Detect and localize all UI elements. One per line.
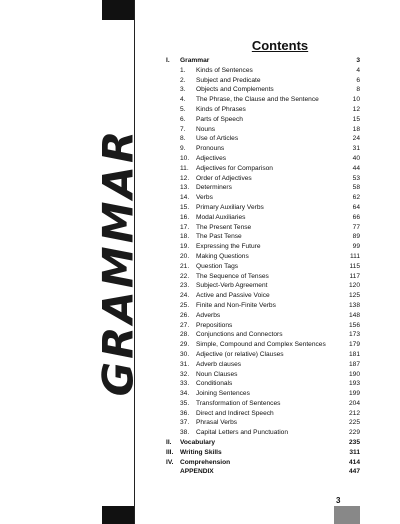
toc-entry-page: 138 [348, 301, 360, 309]
toc-entry-title: Subject and Predicate [196, 76, 261, 84]
toc-entry-number: 33. [180, 380, 190, 388]
page-number-box [334, 506, 360, 524]
toc-entry[interactable] [166, 262, 360, 272]
toc-entry-number: 24. [180, 292, 190, 300]
toc-entry-title: Use of Articles [196, 135, 239, 143]
toc-entry-page: 179 [348, 341, 360, 349]
toc-entry-title: Subject-Verb Agreement [196, 282, 268, 290]
toc-entry-number: 35. [180, 399, 190, 407]
toc-entry-page: 204 [348, 399, 360, 407]
toc-entry[interactable] [166, 85, 360, 95]
toc-entry-page: 125 [348, 292, 360, 300]
toc-entry-number: 27. [180, 321, 190, 329]
toc-entry-title: Transformation of Sentences [196, 399, 281, 407]
toc-entry-page: 173 [348, 331, 360, 339]
toc-entry-number: 30. [180, 350, 190, 358]
toc-entry-page: 225 [348, 419, 360, 427]
toc-entry[interactable] [166, 428, 360, 438]
toc-entry-page: 53 [352, 174, 360, 182]
toc-entry-number: 22. [180, 272, 190, 280]
table-of-contents [166, 56, 360, 477]
toc-entry[interactable] [166, 340, 360, 350]
toc-entry[interactable] [166, 379, 360, 389]
toc-entry-number: I. [166, 57, 170, 64]
toc-entry[interactable] [166, 134, 360, 144]
page-number: 3 [336, 496, 341, 505]
side-title: GRAMMAR [93, 127, 143, 397]
toc-entry-page: 6 [356, 76, 360, 84]
toc-entry-title: Capital Letters and Punctuation [196, 429, 289, 437]
toc-entry[interactable] [166, 281, 360, 291]
toc-entry-page: 117 [349, 272, 360, 280]
toc-entry-number: 25. [180, 301, 190, 309]
toc-entry-number: 3. [180, 86, 186, 94]
toc-entry[interactable] [166, 291, 360, 301]
toc-entry-title: Conditionals [196, 380, 233, 388]
toc-entry-number: 16. [180, 213, 190, 221]
toc-entry-title: Conjunctions and Connectors [196, 331, 283, 339]
toc-entry[interactable] [166, 232, 360, 242]
toc-entry-page: 58 [352, 184, 360, 192]
toc-entry-title: Verbs [196, 194, 213, 202]
toc-entry[interactable] [166, 242, 360, 252]
toc-entry-title: Adverb clauses [196, 360, 242, 368]
toc-entry-number: 14. [180, 194, 190, 202]
toc-entry-page: 4 [356, 66, 360, 74]
toc-entry[interactable] [166, 350, 360, 360]
toc-entry-page: 212 [348, 409, 360, 417]
toc-entry-title: Adjective (or relative) Clauses [196, 350, 284, 358]
toc-entry-page: 99 [352, 243, 360, 251]
bottom-black-tab [102, 506, 134, 524]
toc-entry[interactable] [166, 389, 360, 399]
toc-entry-title: APPENDIX [180, 468, 214, 476]
toc-entry-number: 23. [180, 282, 190, 290]
toc-entry-number: 13. [180, 184, 190, 192]
toc-entry-title: The Phrase, the Clause and the Sentence [196, 96, 319, 104]
toc-entry[interactable] [166, 115, 360, 125]
toc-entry-number: 18. [180, 233, 190, 241]
toc-entry[interactable] [166, 193, 360, 203]
toc-entry[interactable] [166, 360, 360, 370]
toc-entry-number: III. [166, 448, 174, 456]
toc-entry[interactable] [166, 370, 360, 380]
toc-entry-page: 311 [349, 448, 360, 456]
toc-entry[interactable] [166, 213, 360, 223]
toc-entry-title: Direct and Indirect Speech [196, 409, 274, 417]
toc-entry[interactable] [166, 458, 360, 468]
toc-entry[interactable] [166, 409, 360, 419]
toc-entry[interactable] [166, 467, 360, 477]
toc-entry-title: Pronouns [196, 145, 225, 153]
toc-entry[interactable] [166, 154, 360, 164]
toc-entry-page: 24 [352, 135, 360, 143]
toc-entry-title: Simple, Compound and Complex Sentences [196, 341, 326, 349]
toc-entry-title: Adverbs [196, 311, 221, 319]
contents-heading: Contents [251, 38, 309, 53]
toc-entry-number: 7. [180, 125, 186, 133]
toc-entry-title: The Present Tense [196, 223, 252, 231]
toc-entry-page: 10 [352, 96, 360, 104]
toc-entry-title: Joining Sentences [196, 390, 250, 398]
toc-entry-title: Finite and Non-Finite Verbs [196, 301, 276, 309]
toc-entry-title: Adjectives [196, 154, 227, 162]
toc-entry-title: Comprehension [180, 458, 231, 466]
top-black-tab [102, 0, 134, 20]
toc-entry[interactable] [166, 438, 360, 448]
toc-entry-page: 18 [352, 125, 360, 133]
toc-entry[interactable] [166, 399, 360, 409]
toc-entry-title: Grammar [180, 57, 210, 64]
toc-entry-title: Vocabulary [180, 439, 216, 447]
toc-entry[interactable] [166, 125, 360, 135]
toc-entry[interactable] [166, 418, 360, 428]
toc-entry-number: 31. [180, 360, 190, 368]
toc-entry-page: 15 [352, 115, 360, 123]
toc-entry-title: Order of Adjectives [196, 174, 252, 182]
toc-entry[interactable] [166, 272, 360, 282]
toc-entry-number: 1. [180, 66, 186, 74]
toc-entry[interactable] [166, 321, 360, 331]
toc-entry-number: 26. [180, 311, 190, 319]
toc-entry[interactable] [166, 330, 360, 340]
toc-entry-title: Kinds of Phrases [196, 105, 246, 113]
toc-entry[interactable] [166, 144, 360, 154]
toc-entry-number: 38. [180, 429, 190, 437]
toc-entry-title: Determiners [196, 184, 232, 192]
toc-entry-page: 229 [348, 429, 360, 437]
toc-entry-title: Nouns [196, 125, 216, 133]
toc-entry[interactable] [166, 174, 360, 184]
toc-entry-number: 15. [180, 203, 190, 211]
toc-entry[interactable] [166, 105, 360, 115]
toc-entry-number: 28. [180, 331, 190, 339]
toc-entry-number: 34. [180, 390, 190, 398]
toc-entry[interactable] [166, 66, 360, 76]
toc-entry-page: 40 [352, 154, 360, 162]
toc-entry[interactable] [166, 164, 360, 174]
toc-entry-number: 11. [180, 164, 189, 172]
toc-entry-title: The Past Tense [196, 233, 242, 241]
toc-entry-title: The Sequence of Tenses [196, 272, 269, 280]
toc-entry-title: Phrasal Verbs [196, 419, 238, 427]
toc-entry-title: Kinds of Sentences [196, 66, 253, 74]
toc-entry-number: 32. [180, 370, 190, 378]
toc-entry-title: Writing Skills [180, 448, 222, 456]
toc-entry-page: 89 [352, 233, 360, 241]
toc-entry-number: 19. [180, 243, 190, 251]
toc-entry-page: 66 [352, 213, 360, 221]
toc-entry-page: 8 [356, 86, 360, 94]
toc-entry-number: 17. [180, 223, 190, 231]
toc-entry-page: 120 [348, 282, 360, 290]
toc-entry-number: IV. [166, 458, 174, 466]
toc-entry[interactable] [166, 301, 360, 311]
toc-entry[interactable] [166, 311, 360, 321]
toc-entry-page: 190 [348, 370, 360, 378]
toc-entry-page: 62 [352, 194, 360, 202]
toc-entry-number: 10. [180, 154, 190, 162]
toc-entry-page: 115 [349, 262, 360, 270]
toc-entry-page: 44 [352, 164, 360, 172]
toc-entry-number: 5. [180, 105, 186, 113]
toc-entry-number: 2. [180, 76, 186, 84]
toc-entry-number: 36. [180, 409, 190, 417]
toc-entry-title: Adjectives for Comparison [196, 164, 273, 172]
toc-entry-page: 156 [348, 321, 360, 329]
toc-entry-title: Parts of Speech [196, 115, 243, 123]
toc-entry-title: Question Tags [196, 262, 239, 270]
toc-entry-title: Modal Auxiliaries [196, 213, 246, 221]
toc-entry-number: 37. [180, 419, 190, 427]
toc-entry-number: 21. [180, 262, 190, 270]
toc-entry-number: 29. [180, 341, 190, 349]
toc-entry-number: 6. [180, 115, 186, 123]
toc-entry[interactable] [166, 448, 360, 458]
toc-entry-page: 414 [348, 458, 360, 466]
toc-entry-number: 12. [180, 174, 190, 182]
toc-entry[interactable] [166, 95, 360, 105]
toc-entry-title: Primary Auxiliary Verbs [196, 203, 264, 211]
toc-entry[interactable] [166, 252, 360, 262]
toc-entry-page: 64 [352, 203, 360, 211]
toc-entry-page: 187 [348, 360, 360, 368]
toc-entry-page: 77 [352, 223, 360, 231]
toc-entry-title: Making Questions [196, 252, 249, 260]
toc-entry-page: 148 [348, 311, 360, 319]
toc-entry-title: Expressing the Future [196, 243, 261, 251]
toc-entry[interactable] [166, 183, 360, 193]
toc-entry-page: 3 [356, 57, 360, 64]
toc-entry-page: 31 [352, 145, 360, 153]
toc-entry[interactable] [166, 203, 360, 213]
toc-entry-title: Prepositions [196, 321, 233, 329]
toc-entry[interactable] [166, 223, 360, 233]
toc-entry-number: 4. [180, 96, 186, 104]
toc-entry-page: 199 [348, 390, 360, 398]
toc-entry-number: 9. [180, 145, 186, 153]
toc-entry-page: 111 [349, 252, 360, 260]
toc-entry[interactable] [166, 76, 360, 86]
toc-entry-title: Active and Passive Voice [196, 292, 270, 300]
toc-entry-page: 193 [348, 380, 360, 388]
toc-entry-page: 235 [348, 439, 360, 447]
toc-entry-page: 447 [348, 468, 360, 476]
toc-entry-number: 8. [180, 135, 186, 143]
toc-entry-number: 20. [180, 252, 190, 260]
toc-entry[interactable] [166, 56, 360, 66]
toc-entry-title: Objects and Complements [196, 86, 274, 94]
toc-entry-page: 181 [348, 350, 360, 358]
toc-entry-title: Noun Clauses [196, 370, 238, 378]
toc-entry-page: 12 [352, 105, 360, 113]
toc-entry-number: II. [166, 439, 172, 447]
